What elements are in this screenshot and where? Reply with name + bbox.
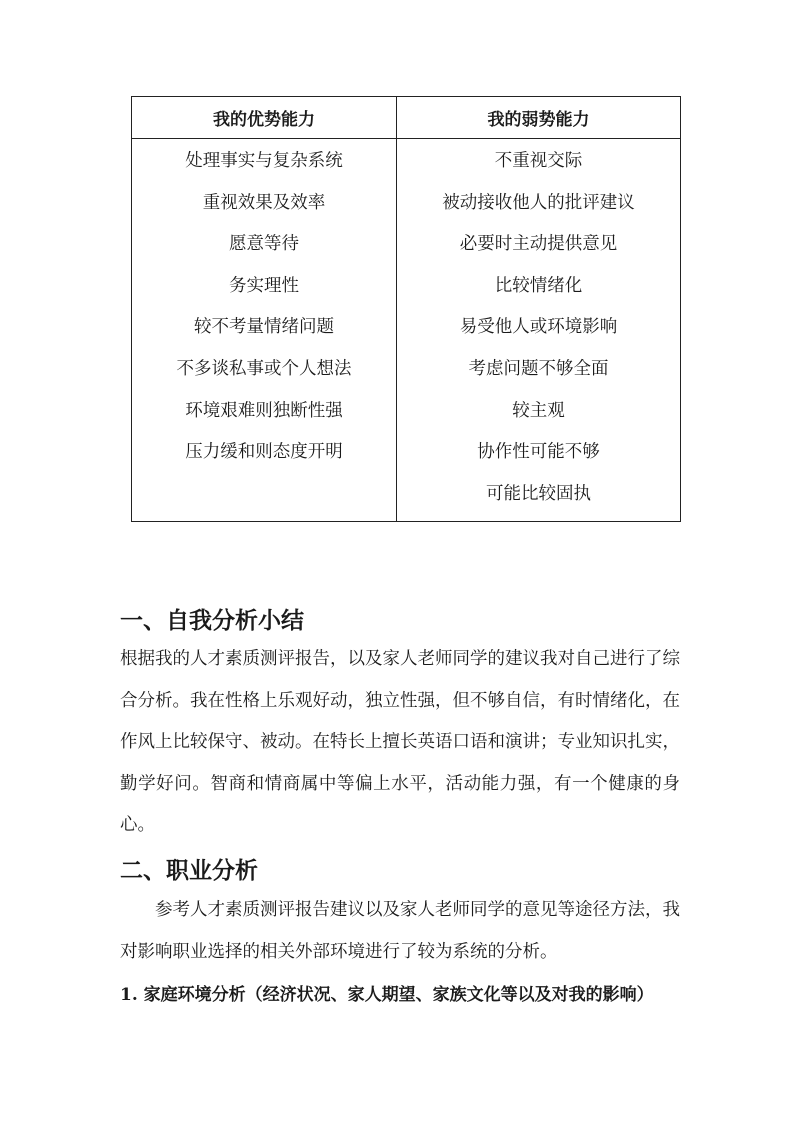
strength-item: 不多谈私事或个人想法 — [176, 358, 352, 379]
weakness-item: 考虑问题不够全面 — [468, 358, 609, 379]
weakness-item: 易受他人或环境影响 — [459, 317, 618, 338]
weakness-item: 协作性可能不够 — [477, 442, 600, 463]
strengths-header: 我的优势能力 — [132, 97, 397, 139]
career-analysis-paragraph: 参考人才素质测评报告建议以及家人老师同学的意见等途径方法，我对影响职业选择的相关外部环境进行了较为系统的分析。 — [120, 900, 680, 962]
career-analysis-heading: 二、职业分析 — [120, 858, 258, 884]
self-analysis-heading: 一、自我分析小结 — [120, 608, 304, 634]
self-analysis-paragraph: 根据我的人才素质测评报告，以及家人老师同学的建议我对自己进行了综合分析。我在性格上乐观好动，独立性强，但不够自信，有时情绪化，在作风上比较保守、被动。在特长上擅长英语口语和演讲；专业知识扎实，勤学好问。智商和情商属中等偏上水平，活动能力强，有一个健康的身心。 — [120, 649, 680, 835]
strength-item: 务实理性 — [229, 275, 299, 296]
weakness-item: 比较情绪化 — [494, 275, 583, 296]
table-body-row — [132, 139, 681, 522]
table-header-row — [132, 97, 681, 139]
weakness-item: 不重视交际 — [494, 151, 583, 171]
strength-item: 环境艰难则独断性强 — [185, 400, 343, 421]
strengths-cell — [132, 139, 397, 522]
weakness-item: 较主观 — [512, 400, 565, 421]
weakness-item: 可能比较固执 — [486, 483, 591, 504]
weaknesses-header: 我的弱势能力 — [397, 97, 681, 139]
weaknesses-cell — [397, 139, 681, 522]
strength-item: 重视效果及效率 — [202, 192, 326, 213]
strength-item: 较不考量情绪问题 — [194, 317, 334, 338]
ability-table — [131, 96, 681, 522]
strength-item: 愿意等待 — [229, 234, 299, 255]
strength-item: 处理事实与复杂系统 — [185, 151, 343, 171]
family-environment-subheading: 1. 家庭环境分析（经济状况、家人期望、家族文化等以及对我的影响） — [120, 985, 654, 1005]
weakness-item: 被动接收他人的批评建议 — [442, 192, 635, 213]
weakness-item: 必要时主动提供意见 — [459, 234, 618, 255]
strength-item: 压力缓和则态度开明 — [185, 442, 343, 463]
